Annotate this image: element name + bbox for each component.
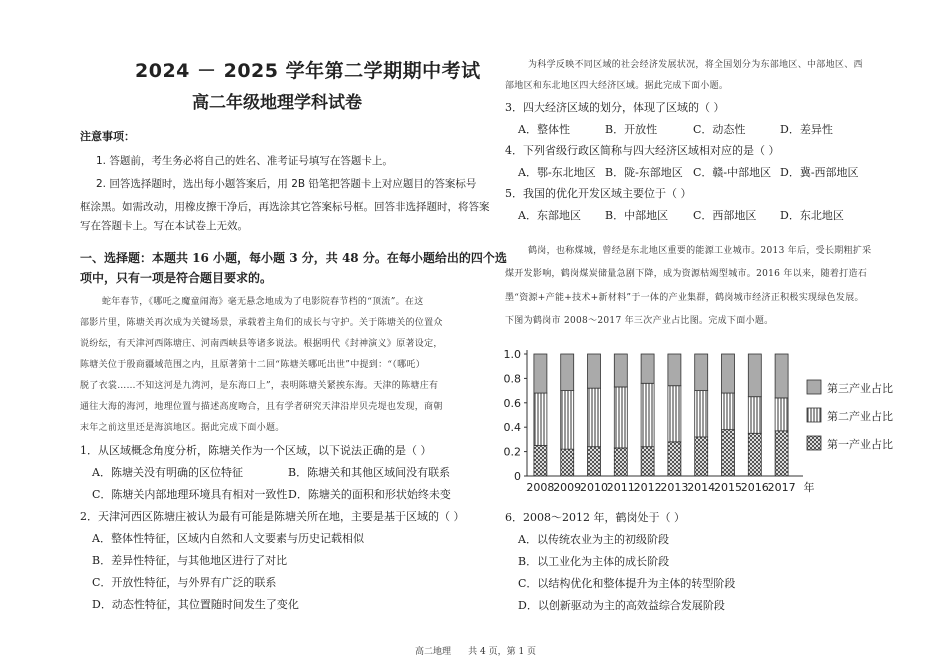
x-tick-label: 2012 bbox=[633, 481, 662, 494]
section-heading: 项中，只有一项是符合题目要求的。 bbox=[80, 271, 273, 285]
option-c[interactable]: C．开放性特征，与外界有广泛的联系 bbox=[92, 576, 277, 589]
option-d[interactable]: D．东北地区 bbox=[780, 209, 844, 222]
option-b[interactable]: B．差异性特征，与其他地区进行了对比 bbox=[92, 554, 288, 567]
bar-segment-1 bbox=[588, 447, 601, 476]
note-line: 1. 答题前，考生务必将自己的姓名、准考证号填写在答题卡上。 bbox=[96, 155, 393, 167]
bar-segment-1 bbox=[775, 431, 788, 476]
legend-label: 第二产业占比 bbox=[827, 410, 893, 423]
y-tick-label: 1.0 bbox=[503, 348, 521, 361]
bar-segment-2 bbox=[641, 383, 654, 446]
bar-segment-2 bbox=[588, 388, 601, 447]
bar-segment-2 bbox=[534, 393, 547, 445]
question-stem: 6．2008～2012 年，鹤岗处于（ ） bbox=[505, 511, 685, 524]
notes-heading: 注意事项： bbox=[80, 130, 135, 143]
bar-segment-2 bbox=[775, 398, 788, 431]
section-heading: 一、选择题：本题共 16 小题，每小题 3 分，共 48 分。在每小题给出的四个选 bbox=[80, 251, 507, 265]
option-c[interactable]: C．动态性 bbox=[693, 123, 746, 136]
question-stem: 2．天津河西区陈塘庄被认为最有可能是陈塘关所在地，主要是基于区域的（ ） bbox=[80, 510, 465, 523]
passage-line: 说纷纭，有天津河西陈塘庄、河南西峡县等诸多说法。根据明代《封神演义》原著设定， bbox=[80, 339, 443, 349]
passage-line: 蛇年春节，《哪吒之魔童闹海》毫无悬念地成为了电影院春节档的“顶流”。在这 bbox=[102, 297, 424, 307]
x-tick-label: 2011 bbox=[606, 481, 635, 494]
passage-line: 煤开发影响，鹤岗煤炭储量急剧下降，成为资源枯竭型城市。2016 年以来，随着打造石 bbox=[505, 269, 868, 279]
option-a[interactable]: A．鄂-东北地区 bbox=[518, 166, 596, 179]
bar-segment-3 bbox=[641, 354, 654, 383]
option-a[interactable]: A．以传统农业为主的初级阶段 bbox=[518, 533, 669, 546]
x-tick-label: 2008 bbox=[526, 481, 555, 494]
x-tick-label: 2009 bbox=[553, 481, 582, 494]
passage-line: 陈塘关位于殷商疆域范围之内，且原著第十二回“陈塘关哪吒出世”中提到：“（哪吒） bbox=[80, 360, 426, 370]
bar-segment-3 bbox=[561, 354, 574, 391]
option-a[interactable]: A．整体性特征，区域内自然和人文要素与历史记载相似 bbox=[92, 532, 364, 545]
legend-swatch bbox=[807, 408, 821, 422]
x-unit-label: 年 bbox=[803, 481, 815, 494]
bar-segment-1 bbox=[695, 437, 708, 476]
page-footer: 高二地理 共 4 页，第 1 页 bbox=[415, 647, 537, 657]
bar-segment-2 bbox=[561, 391, 574, 450]
passage-line: 下图为鹤岗市 2008～2017 年三次产业占比图。完成下面小题。 bbox=[505, 316, 774, 326]
exam-title: 2024 － 2025 学年第二学期期中考试 bbox=[135, 60, 481, 82]
x-tick-label: 2017 bbox=[767, 481, 796, 494]
y-tick-label: 0 bbox=[514, 470, 521, 483]
bar-segment-2 bbox=[668, 386, 681, 442]
option-a[interactable]: A．整体性 bbox=[518, 123, 570, 136]
bar-segment-3 bbox=[614, 354, 627, 387]
question-stem: 5．我国的优化开发区域主要位于（ ） bbox=[505, 187, 692, 200]
bar-segment-1 bbox=[668, 442, 681, 476]
bar-segment-2 bbox=[722, 393, 735, 430]
passage-line: 通往大海的海河，地理位置与描述高度吻合，且有学者研究天津沿岸贝壳堤也发现，商朝 bbox=[80, 402, 443, 412]
bar-segment-2 bbox=[748, 397, 761, 434]
y-tick-label: 0.8 bbox=[503, 372, 521, 386]
option-a[interactable]: A．东部地区 bbox=[518, 209, 581, 222]
y-tick-label: 0.2 bbox=[503, 445, 521, 459]
option-b[interactable]: B．陈塘关和其他区域间没有联系 bbox=[288, 466, 451, 479]
bar-segment-3 bbox=[775, 354, 788, 398]
option-a[interactable]: A．陈塘关没有明确的区位特征 bbox=[92, 466, 243, 479]
legend-label: 第一产业占比 bbox=[827, 438, 893, 451]
option-d[interactable]: D．动态性特征，其位置随时间发生了变化 bbox=[92, 598, 299, 611]
option-c[interactable]: C．西部地区 bbox=[693, 209, 757, 222]
option-b[interactable]: B．以工业化为主体的成长阶段 bbox=[518, 555, 670, 568]
bar-segment-3 bbox=[588, 354, 601, 388]
passage-line: 部地区和东北地区四大经济区域。据此完成下面小题。 bbox=[505, 81, 729, 91]
passage-line: 墨“资源+产能+技术+新材料”于一体的产业集群，鹤岗城市经济正积极实现绿色发展。 bbox=[505, 293, 864, 303]
bar-segment-2 bbox=[614, 387, 627, 448]
x-tick-label: 2015 bbox=[714, 481, 742, 494]
option-c[interactable]: C．赣-中部地区 bbox=[693, 166, 772, 179]
option-b[interactable]: B．陇-东部地区 bbox=[605, 166, 683, 179]
bar-segment-3 bbox=[722, 354, 735, 393]
passage-line: 脱了衣裳……不知这河是九湾河，是东海口上”，表明陈塘关紧挨东海。天津的陈塘庄有 bbox=[80, 381, 439, 391]
exam-subtitle: 高二年级地理学科试卷 bbox=[192, 93, 362, 113]
passage-line: 末年之前这里还是海滨地区。据此完成下面小题。 bbox=[80, 423, 285, 433]
bar-segment-1 bbox=[614, 448, 627, 476]
x-tick-label: 2010 bbox=[580, 481, 608, 494]
option-c[interactable]: C．以结构优化和整体提升为主体的转型阶段 bbox=[518, 577, 736, 590]
option-d[interactable]: D．冀-西部地区 bbox=[780, 166, 859, 179]
bar-segment-3 bbox=[668, 354, 681, 386]
note-line: 写在答题卡上。写在本试卷上无效。 bbox=[80, 220, 248, 232]
passage-line: 部影片里，陈塘关再次成为关键场景，承载着主角们的成长与守护。关于陈塘关的位置众 bbox=[80, 318, 443, 328]
y-tick-label: 0.6 bbox=[503, 396, 521, 410]
bar-segment-3 bbox=[748, 354, 761, 397]
passage-line: 为科学反映不同区域的社会经济发展状况，将全国划分为东部地区、中部地区、西 bbox=[528, 60, 863, 70]
bar-segment-3 bbox=[534, 354, 547, 393]
bar-segment-3 bbox=[695, 354, 708, 391]
question-stem: 4．下列省级行政区简称与四大经济区域相对应的是（ ） bbox=[505, 144, 780, 157]
option-d[interactable]: D．以创新驱动为主的高效益综合发展阶段 bbox=[518, 599, 725, 612]
question-stem: 1．从区域概念角度分析，陈塘关作为一个区域，以下说法正确的是（ ） bbox=[80, 444, 432, 457]
bar-segment-1 bbox=[641, 447, 654, 476]
note-line: 2. 回答选择题时，选出每小题答案后，用 2B 铅笔把答题卡上对应题目的答案标号 bbox=[96, 178, 477, 190]
x-tick-label: 2013 bbox=[660, 481, 689, 494]
note-line: 框涂黑。如需改动，用橡皮擦干净后，再选涂其它答案标号框。回答非选择题时，将答案 bbox=[80, 201, 490, 213]
legend-label: 第三产业占比 bbox=[827, 382, 893, 395]
bar-segment-1 bbox=[722, 430, 735, 476]
x-tick-label: 2016 bbox=[740, 481, 769, 494]
bar-segment-1 bbox=[534, 446, 547, 477]
option-d[interactable]: D．陈塘关的面积和形状始终未变 bbox=[288, 488, 451, 501]
option-c[interactable]: C．陈塘关内部地理环境具有相对一致性 bbox=[92, 488, 288, 501]
bar-segment-1 bbox=[748, 433, 761, 476]
question-stem: 3．四大经济区域的划分，体现了区域的（ ） bbox=[505, 101, 725, 114]
bar-segment-2 bbox=[695, 391, 708, 437]
option-d[interactable]: D．差异性 bbox=[780, 123, 833, 136]
x-tick-label: 2014 bbox=[687, 481, 716, 494]
bar-segment-1 bbox=[561, 449, 574, 476]
legend-swatch bbox=[807, 380, 821, 394]
y-tick-label: 0.4 bbox=[503, 421, 521, 435]
option-b[interactable]: B．开放性 bbox=[605, 123, 658, 136]
industry-share-chart bbox=[495, 336, 895, 506]
passage-line: 鹤岗，也称煤城，曾经是东北地区重要的能源工业城市。2013 年后，受长期粗扩采 bbox=[528, 246, 872, 256]
option-b[interactable]: B．中部地区 bbox=[605, 209, 669, 222]
legend-swatch bbox=[807, 436, 821, 450]
